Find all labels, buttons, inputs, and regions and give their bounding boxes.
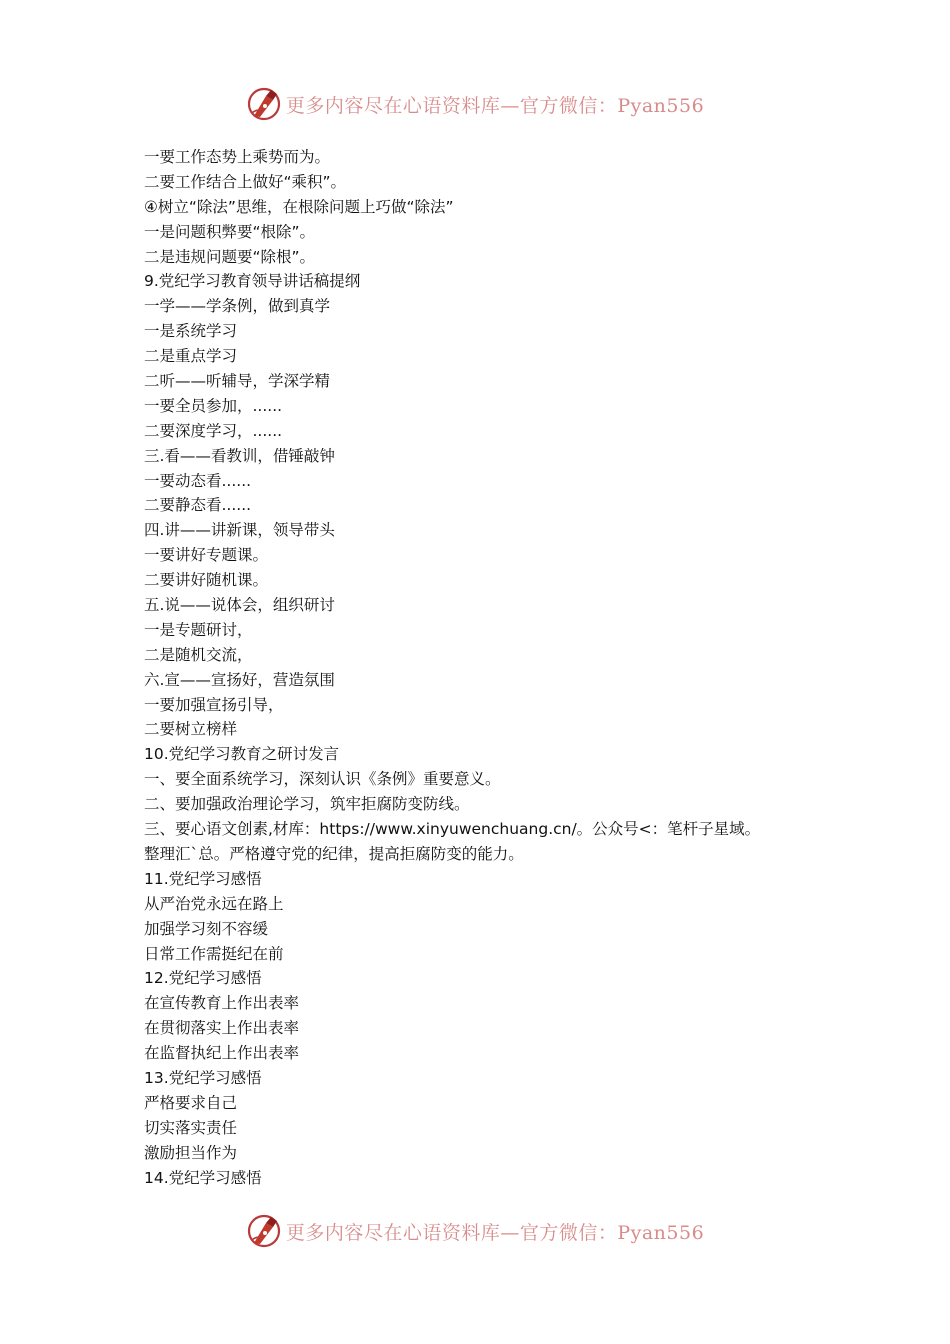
text-line: 四.讲——讲新课，领导带头 (144, 521, 335, 540)
section-heading: 10.党纪学习教育之研讨发言 (144, 745, 340, 764)
text-line: 二是重点学习 (144, 347, 238, 366)
text-line: 一要动态看...... (144, 471, 252, 490)
text-line: 三.看——看教训，借锤敲钟 (144, 446, 335, 465)
footer-banner-text: 更多内容尽在心语资料库—官方微信：Pyan556 (285, 1221, 705, 1244)
text-line: 一要讲好专题课。 (144, 546, 269, 565)
text-line: 在监督执纪上作出表率 (144, 1044, 300, 1063)
footer-banner (0, 1211, 950, 1251)
text-line: 一是专题研讨， (144, 620, 253, 639)
text-line: 二要静态看...... (144, 496, 252, 515)
text-line: 整理汇`总。严格遵守党的纪律，提高拒腐防变的能力。 (144, 844, 524, 863)
section-heading: 13.党纪学习感悟 (144, 1068, 262, 1087)
text-line: 一要工作态势上乘势而为。 (144, 148, 331, 166)
text-line: 六.宣——宣扬好，营造氛围 (144, 670, 335, 689)
text-line: 激励担当作为 (144, 1143, 238, 1162)
text-line: 二、要加强政治理论学习，筑牢拒腐防变防线。 (144, 795, 470, 814)
text-line: 加强学习刻不容缓 (144, 919, 269, 938)
text-line: ④树立“除法”思维，在根除问题上巧做“除法” (144, 197, 454, 216)
pen-nib-logo-icon (246, 1213, 282, 1249)
header-banner-text: 更多内容尽在心语资料库—官方微信：Pyan556 (285, 94, 705, 117)
text-line: 二要讲好随机课。 (144, 571, 269, 590)
section-heading: 14.党纪学习感悟 (144, 1168, 262, 1187)
text-line: 一是问题积弊要“根除”。 (144, 222, 316, 241)
text-line: 在贯彻落实上作出表率 (144, 1019, 300, 1038)
text-line: 二是违规问题要“除根”。 (144, 247, 316, 266)
text-line: 一要全员参加，...... (144, 396, 283, 415)
text-line: 五.说——说体会，组织研讨 (144, 596, 335, 615)
document-body (144, 145, 864, 1190)
section-heading: 9.党纪学习教育领导讲话稿提纲 (144, 272, 361, 291)
text-line: 二要树立榜样 (144, 720, 238, 739)
text-line: 二听——听辅导，学深学精 (144, 372, 331, 391)
text-line: 二是随机交流， (144, 645, 253, 664)
text-line: 一、要全面系统学习，深刻认识《条例》重要意义。 (144, 770, 501, 789)
text-line: 二要深度学习，...... (144, 421, 283, 440)
text-line: 切实落实责任 (144, 1118, 238, 1137)
text-line: 严格要求自己 (144, 1093, 238, 1112)
text-line: 三、要心语文创素,材库：https://www.xinyuwenchuang.cn/。公众号<：笔杆子星域。 (144, 820, 761, 839)
text-line: 一是系统学习 (144, 322, 238, 341)
section-heading: 12.党纪学习感悟 (144, 969, 262, 988)
text-line: 日常工作需挺纪在前 (144, 944, 284, 963)
header-banner (0, 84, 950, 124)
text-line: 二要工作结合上做好“乘积”。 (144, 172, 347, 191)
text-line: 一学——学条例，做到真学 (144, 297, 331, 316)
text-line: 从严治党永远在路上 (144, 894, 284, 913)
text-line: 在宣传教育上作出表率 (144, 994, 300, 1013)
section-heading: 11.党纪学习感悟 (144, 869, 262, 888)
pen-nib-logo-icon (246, 86, 282, 122)
text-line: 一要加强宣扬引导， (144, 695, 284, 714)
